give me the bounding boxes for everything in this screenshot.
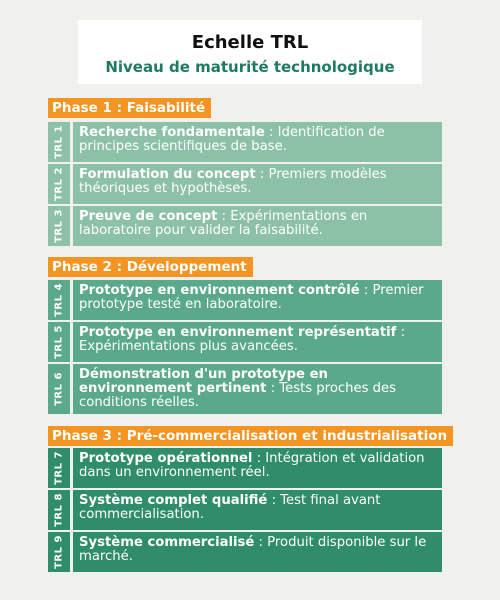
trl-2-title: Formulation du concept (79, 167, 256, 182)
trl-2-tab (48, 164, 70, 204)
trl-5-tab (48, 322, 70, 362)
trl-5-desc: : Expérimentations plus avancées. (79, 325, 406, 354)
trl-1-tab (48, 122, 70, 162)
trl-4-tab (48, 280, 70, 320)
trl-8-content (73, 490, 442, 530)
trl-2-row (48, 164, 442, 204)
trl-7-title: Prototype opérationnel (79, 451, 253, 466)
trl-6-desc: : Tests proches des conditions réelles. (79, 381, 397, 410)
trl-9-title: Système commercialisé (79, 535, 255, 550)
phase-2-label: Phase 2 : Développement (48, 257, 253, 277)
trl-6-tab (48, 364, 70, 414)
trl-9-desc: : Produit disponible sur le marché. (79, 535, 427, 564)
trl-3-tab (48, 206, 70, 246)
title-box (78, 20, 422, 84)
trl-7-tag: TRL 7 (53, 451, 65, 485)
trl-2-content (73, 164, 442, 204)
trl-8-tag: TRL 8 (53, 493, 65, 527)
trl-6-row (48, 364, 442, 414)
trl-2-desc: : Premiers modèles théoriques et hypothèses. (79, 167, 387, 196)
trl-7-desc: : Intégration et validation dans un environnement réel. (79, 451, 425, 480)
trl-8-title: Système complet qualifié (79, 493, 268, 508)
trl-1-tag: TRL 1 (53, 125, 65, 159)
trl-3-row (48, 206, 442, 246)
trl-3-content (73, 206, 442, 246)
trl-3-desc: : Expérimentations en laboratoire pour valider la faisabilité. (79, 209, 368, 238)
trl-5-row (48, 322, 442, 362)
trl-8-row (48, 490, 442, 530)
trl-6-title: Démonstration d'un prototype en environnement pertinent (79, 367, 328, 396)
trl-4-row (48, 280, 442, 320)
trl-1-row (48, 122, 442, 162)
trl-6-content (73, 364, 442, 414)
trl-5-title: Prototype en environnement représentatif (79, 325, 397, 340)
trl-7-row (48, 448, 442, 488)
diagram-title: Echelle TRL (191, 32, 309, 53)
trl-4-desc: : Premier prototype testé en laboratoire. (79, 283, 424, 312)
trl-9-tab (48, 532, 70, 572)
phase-1-label: Phase 1 : Faisabilité (48, 98, 211, 118)
trl-4-tag: TRL 4 (53, 283, 65, 317)
trl-5-content (73, 322, 442, 362)
trl-8-tab (48, 490, 70, 530)
trl-1-content (73, 122, 442, 162)
trl-2-tag: TRL 2 (53, 167, 65, 201)
phase-3-label: Phase 3 : Pré-commercialisation et industrialisation (48, 426, 453, 446)
trl-9-row (48, 532, 442, 572)
trl-1-desc: : Identification de principes scientifiques de base. (79, 125, 385, 154)
trl-1-title: Recherche fondamentale (79, 125, 265, 140)
trl-7-tab (48, 448, 70, 488)
trl-5-tag: TRL 5 (53, 325, 65, 359)
trl-8-desc: : Test final avant commercialisation. (79, 493, 381, 522)
diagram-subtitle: Niveau de maturité technologique (105, 58, 395, 76)
trl-4-content (73, 280, 442, 320)
trl-3-title: Preuve de concept (79, 209, 218, 224)
trl-9-tag: TRL 9 (53, 535, 65, 569)
trl-6-tag: TRL 6 (53, 372, 65, 406)
trl-7-content (73, 448, 442, 488)
trl-9-content (73, 532, 442, 572)
trl-3-tag: TRL 3 (53, 209, 65, 243)
trl-4-title: Prototype en environnement contrôlé (79, 283, 360, 298)
